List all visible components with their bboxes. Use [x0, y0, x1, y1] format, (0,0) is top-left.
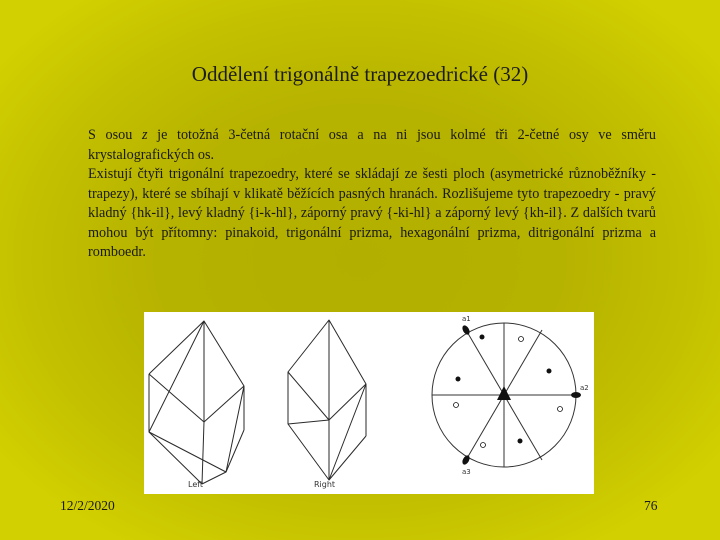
paragraph-1-end: je totožná 3-četná rotační osa a na ni jsou kolmé tři 2-četné osy ve směru krystalografických os. — [88, 127, 656, 163]
pole-marker — [547, 369, 552, 374]
axis-a2-label: a2 — [580, 384, 589, 392]
paragraph-1-start: S osou — [88, 127, 142, 143]
paragraph-trapezohedra-description: Existují čtyři trigonální trapezoedry, které se skládají ze šesti ploch (asymetrické různoběžníky - trapezy), které se sbíhají v klikatě běžících pasných hranách. Rozlišujeme tyto trapezoedry - pravý kladný {hk-il}, levý kladný {i-k-hl}, záporný pravý {-ki-hl} a záporný levý {kh-il}. Z dalších tvarů mohou být přítomny: pinakoid, trigonální prizma, hexagonální prizma, ditrigonální prizma a romboedr. — [88, 166, 656, 260]
pole-marker — [456, 377, 461, 382]
threefold-axis-symbol — [497, 386, 511, 400]
pole-marker — [518, 439, 523, 444]
pole-marker — [481, 443, 486, 448]
right-label: Right — [314, 480, 336, 489]
body-text — [88, 126, 656, 263]
right-trapezohedron-drawing — [288, 320, 366, 480]
pole-marker — [558, 407, 563, 412]
pole-marker — [454, 403, 459, 408]
paragraph-axis-description — [88, 126, 656, 165]
axis-a1-label: a1 — [462, 315, 471, 323]
left-label: Left — [188, 480, 204, 489]
page-number: 76 — [644, 498, 658, 513]
twofold-axis-symbol — [461, 454, 471, 466]
twofold-axis-symbol — [571, 392, 581, 398]
twofold-axis-symbol — [461, 324, 471, 336]
footer-date: 12/2/2020 — [60, 498, 115, 513]
pole-marker — [480, 335, 485, 340]
pole-marker — [519, 337, 524, 342]
crystal-figure — [144, 312, 594, 494]
axis-z-symbol: z — [141, 127, 148, 143]
axis-a3-label: a3 — [462, 468, 471, 476]
crystal-figure-drawing — [144, 312, 594, 494]
stereographic-projection — [432, 323, 581, 467]
slide-title: Oddělení trigonálně trapezoedrické (32) — [191, 62, 529, 86]
left-trapezohedron-drawing — [149, 321, 244, 484]
